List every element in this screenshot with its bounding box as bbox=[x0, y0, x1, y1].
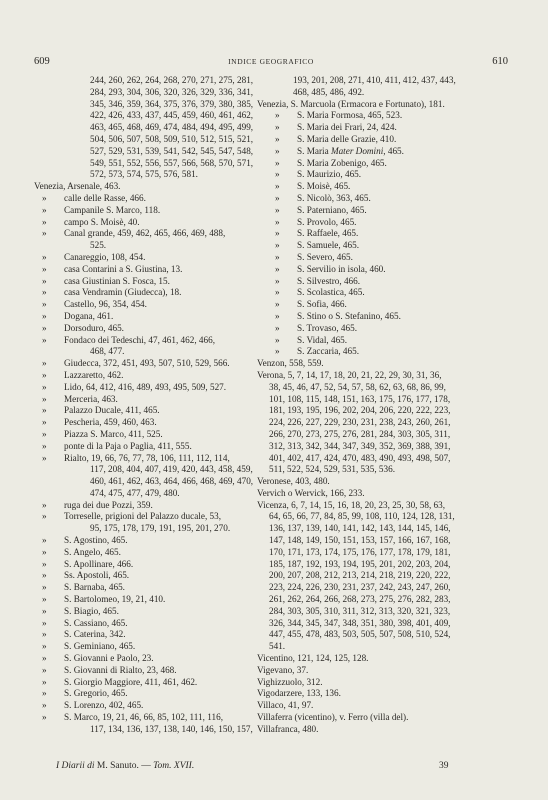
index-subentry bbox=[34, 535, 266, 547]
index-subentry bbox=[257, 335, 511, 347]
ditto-mark: » bbox=[42, 251, 47, 262]
right-page-number: 610 bbox=[492, 56, 508, 67]
ditto-mark: » bbox=[42, 381, 47, 392]
index-subentry bbox=[34, 618, 266, 630]
subentry-text: S. Apollinare, 466. bbox=[64, 558, 134, 569]
ditto-mark: » bbox=[42, 641, 47, 652]
entry-continuation: 95, 175, 178, 179, 191, 195, 201, 270. bbox=[90, 523, 231, 534]
ditto-mark: » bbox=[275, 133, 280, 144]
index-subentry bbox=[34, 547, 266, 559]
entry-continuation: 463, 465, 468, 469, 474, 484, 494, 495, 499, bbox=[90, 122, 254, 133]
subentry-text: S. Barnaba, 465. bbox=[64, 582, 125, 593]
index-entry: Villaferra (vicentino), v. Ferro (villa del). bbox=[257, 712, 409, 723]
index-subentry bbox=[257, 252, 511, 264]
subentry-text: S. Biagio, 465. bbox=[64, 605, 119, 616]
index-subentry bbox=[34, 429, 266, 441]
ditto-mark: » bbox=[42, 204, 47, 215]
index-subentry bbox=[34, 582, 266, 594]
subentry-text: S. Scolastica, 465. bbox=[297, 287, 365, 298]
subentry-text: S. Paterniano, 465. bbox=[297, 204, 367, 215]
ditto-mark: » bbox=[275, 145, 280, 156]
entry-continuation: 401, 402, 417, 424, 470, 483, 490, 493, 498, 507, bbox=[269, 452, 451, 463]
ditto-mark: » bbox=[42, 322, 47, 333]
ditto-mark: » bbox=[275, 334, 280, 345]
subentry-text: Pescheria, 459, 460, 463. bbox=[64, 417, 157, 428]
subentry-text: Giudecca, 372, 451, 493, 507, 510, 529, 566. bbox=[64, 358, 230, 369]
ditto-mark: » bbox=[42, 688, 47, 699]
index-subentry bbox=[34, 417, 266, 429]
entry-continuation: 511, 522, 524, 529, 531, 535, 536. bbox=[269, 464, 395, 475]
index-subentry bbox=[257, 287, 511, 299]
entry-continuation: 101, 108, 115, 148, 151, 163, 175, 176, 177, 178, bbox=[269, 393, 451, 404]
index-subentry bbox=[34, 311, 266, 323]
index-entry: Vicentino, 121, 124, 125, 128. bbox=[257, 653, 369, 664]
entry-continuation: 541. bbox=[269, 641, 286, 652]
ditto-mark: » bbox=[275, 275, 280, 286]
index-subentry bbox=[257, 217, 511, 229]
subentry-text: S. Severo, 465. bbox=[297, 251, 353, 262]
ditto-mark: » bbox=[275, 181, 280, 192]
right-column bbox=[257, 75, 511, 736]
index-subentry bbox=[34, 453, 266, 465]
ditto-mark: » bbox=[42, 499, 47, 510]
subentry-text: S. Marco, 19, 21, 46, 66, 85, 102, 111, 116, bbox=[64, 712, 223, 723]
index-subentry bbox=[257, 276, 511, 288]
subentry-text: S. Zaccaria, 465. bbox=[297, 346, 359, 357]
ditto-mark: » bbox=[275, 322, 280, 333]
subentry-text: S. Caterina, 342. bbox=[64, 629, 126, 640]
ditto-mark: » bbox=[42, 334, 47, 345]
subentry-text: S. Cassiano, 465. bbox=[64, 617, 128, 628]
ditto-mark: » bbox=[275, 192, 280, 203]
subentry-text: Dogana, 461. bbox=[64, 310, 114, 321]
ditto-mark: » bbox=[42, 310, 47, 321]
ditto-mark: » bbox=[42, 676, 47, 687]
subentry-text: S. Gregorio, 465. bbox=[64, 688, 128, 699]
index-subentry bbox=[257, 228, 511, 240]
entry-continuation: 447, 455, 478, 483, 503, 505, 507, 508, 510, 524, bbox=[269, 629, 451, 640]
entry-continuation: 345, 346, 359, 364, 375, 376, 379, 380, 385, bbox=[90, 98, 254, 109]
index-subentry bbox=[34, 358, 266, 370]
subentry-text: S. Bartolomeo, 19, 21, 410. bbox=[64, 594, 166, 605]
ditto-mark: » bbox=[42, 664, 47, 675]
subentry-text: campo S. Moisè, 40. bbox=[64, 216, 140, 227]
entry-continuation: 549, 551, 552, 556, 557, 566, 568, 570, 571, bbox=[90, 157, 254, 168]
subentry-text: Dorsoduro, 465. bbox=[64, 322, 124, 333]
ditto-mark: » bbox=[42, 428, 47, 439]
index-subentry bbox=[34, 712, 266, 724]
entry-continuation: 200, 207, 208, 212, 213, 214, 218, 219, 220, 222, bbox=[269, 570, 451, 581]
subentry-text: Merceria, 463. bbox=[64, 393, 118, 404]
index-entry: Vigodarzere, 133, 136. bbox=[257, 688, 341, 699]
index-subentry bbox=[34, 217, 266, 229]
index-subentry bbox=[34, 264, 266, 276]
index-subentry bbox=[257, 158, 511, 170]
ditto-mark: » bbox=[42, 582, 47, 593]
entry-continuation: 312, 313, 342, 344, 347, 349, 352, 369, 388, 391, bbox=[269, 440, 451, 451]
subentry-text: ruga dei due Pozzi, 359. bbox=[64, 499, 153, 510]
running-title: INDICE GEOGRAFICO bbox=[228, 57, 314, 66]
subentry-text: S. Maria delle Grazie, 410. bbox=[297, 133, 397, 144]
entry-continuation: 504, 506, 507, 508, 509, 510, 512, 515, 521, bbox=[90, 133, 254, 144]
entry-continuation: 572, 573, 574, 575, 576, 581. bbox=[90, 169, 198, 180]
footer-volume: I Diarii di M. Sanuto. — Tom. XVII. bbox=[56, 761, 195, 771]
ditto-mark: » bbox=[275, 240, 280, 251]
subentry-text: S. Stino o S. Stefanino, 465. bbox=[297, 310, 401, 321]
ditto-mark: » bbox=[42, 440, 47, 451]
index-subentry bbox=[34, 370, 266, 382]
ditto-mark: » bbox=[275, 299, 280, 310]
index-subentry bbox=[257, 240, 511, 252]
subentry-text: Piazza S. Marco, 411, 525. bbox=[64, 428, 163, 439]
subentry-text: S. Giovanni e Paolo, 23. bbox=[64, 653, 154, 664]
index-subentry bbox=[34, 299, 266, 311]
index-subentry bbox=[34, 394, 266, 406]
ditto-mark: » bbox=[42, 653, 47, 664]
entry-continuation: 284, 293, 304, 306, 320, 326, 329, 336, 341, bbox=[90, 86, 254, 97]
entry-continuation: 147, 148, 149, 150, 151, 153, 157, 166, 167, 168, bbox=[269, 535, 451, 546]
ditto-mark: » bbox=[275, 251, 280, 262]
entry-continuation: 193, 201, 208, 271, 410, 411, 412, 437, 443, bbox=[293, 75, 456, 85]
index-entry: Veronese, 403, 480. bbox=[257, 476, 330, 487]
entry-continuation: 326, 344, 345, 347, 348, 351, 380, 398, 401, 409, bbox=[269, 617, 451, 628]
index-subentry bbox=[257, 264, 511, 276]
index-subentry bbox=[34, 500, 266, 512]
index-subentry bbox=[34, 405, 266, 417]
page-header bbox=[34, 56, 508, 70]
index-subentry bbox=[257, 311, 511, 323]
subentry-text: S. Samuele, 465. bbox=[297, 240, 360, 251]
ditto-mark: » bbox=[275, 310, 280, 321]
index-subentry bbox=[34, 335, 266, 347]
index-subentry bbox=[34, 653, 266, 665]
index-entry: Villafranca, 480. bbox=[257, 723, 319, 734]
subentry-text: Torreselle, prigioni del Palazzo ducale, 53, bbox=[64, 511, 222, 522]
ditto-mark: » bbox=[42, 299, 47, 310]
index-subentry bbox=[34, 323, 266, 335]
subentry-text: S. Vidal, 465. bbox=[297, 334, 348, 345]
ditto-mark: » bbox=[42, 617, 47, 628]
index-subentry bbox=[257, 193, 511, 205]
index-subentry bbox=[257, 205, 511, 217]
index-entry: Vicenza, 6, 7, 14, 15, 16, 18, 20, 23, 25, 30, 58, 63, bbox=[257, 499, 446, 510]
subentry-text: S. Maria dei Frari, 24, 424. bbox=[297, 122, 397, 133]
subentry-text: S. Lorenzo, 402, 465. bbox=[64, 700, 144, 711]
subentry-text: S. Sofia, 466. bbox=[297, 299, 347, 310]
entry-continuation: 474, 475, 477, 479, 480. bbox=[90, 487, 180, 498]
index-entry: Vigevano, 37. bbox=[257, 664, 309, 675]
ditto-mark: » bbox=[275, 157, 280, 168]
subentry-text: S. Moisè, 465. bbox=[297, 181, 351, 192]
index-subentry bbox=[34, 677, 266, 689]
entry-continuation: 525. bbox=[90, 240, 107, 251]
ditto-mark: » bbox=[275, 287, 280, 298]
index-subentry bbox=[34, 641, 266, 653]
ditto-mark: » bbox=[42, 192, 47, 203]
entry-continuation: 460, 461, 462, 463, 464, 466, 468, 469, 470, bbox=[90, 476, 254, 487]
ditto-mark: » bbox=[275, 263, 280, 274]
ditto-mark: » bbox=[42, 511, 47, 522]
subentry-text: Castello, 96, 354, 454. bbox=[64, 299, 147, 310]
subentry-text: casa Giustinian S. Fosca, 15. bbox=[64, 275, 170, 286]
subentry-text: S. Maria Formosa, 465, 523. bbox=[297, 110, 403, 121]
index-subentry bbox=[34, 688, 266, 700]
index-entry: Venzon, 558, 559. bbox=[257, 358, 324, 369]
ditto-mark: » bbox=[275, 228, 280, 239]
entry-continuation: 261, 262, 264, 266, 268, 273, 275, 276, 282, 283, bbox=[269, 594, 451, 605]
subentry-text: Palazzo Ducale, 411, 465. bbox=[64, 405, 160, 416]
ditto-mark: » bbox=[42, 700, 47, 711]
subentry-text: S. Giorgio Maggiore, 411, 461, 462. bbox=[64, 676, 198, 687]
index-entry: Venezia, S. Marcuola (Ermacora e Fortunato), 181. bbox=[257, 98, 445, 109]
ditto-mark: » bbox=[42, 393, 47, 404]
index-subentry bbox=[34, 700, 266, 712]
ditto-mark: » bbox=[275, 110, 280, 121]
ditto-mark: » bbox=[42, 558, 47, 569]
ditto-mark: » bbox=[42, 369, 47, 380]
entry-continuation: 117, 134, 136, 137, 138, 140, 146, 150, 157, bbox=[90, 723, 253, 734]
subentry-text: S. Maria Mater Domini, 465. bbox=[297, 145, 404, 156]
subentry-text: calle delle Rasse, 466. bbox=[64, 192, 146, 203]
index-subentry bbox=[257, 181, 511, 193]
entry-continuation: 284, 303, 305, 310, 311, 312, 313, 320, 321, 323, bbox=[269, 605, 451, 616]
index-subentry bbox=[257, 346, 511, 358]
index-subentry bbox=[257, 110, 511, 122]
subentry-text: S. Nicolò, 363, 465. bbox=[297, 192, 371, 203]
ditto-mark: » bbox=[275, 204, 280, 215]
subentry-text: casa Contarini a S. Giustina, 13. bbox=[64, 263, 183, 274]
entry-continuation: 468, 477. bbox=[90, 346, 125, 357]
subentry-text: Rialto, 19, 66, 76, 77, 78, 106, 111, 112, 114, bbox=[64, 452, 230, 463]
index-subentry bbox=[34, 606, 266, 618]
index-subentry bbox=[34, 559, 266, 571]
index-subentry bbox=[257, 323, 511, 335]
signature-number: 39 bbox=[439, 761, 449, 771]
index-subentry bbox=[34, 228, 266, 240]
subentry-text: S. Agostino, 465. bbox=[64, 535, 128, 546]
index-subentry bbox=[257, 122, 511, 134]
entry-continuation: 244, 260, 262, 264, 268, 270, 271, 275, 281, bbox=[90, 75, 254, 85]
ditto-mark: » bbox=[42, 570, 47, 581]
subentry-text: Lido, 64, 412, 416, 489, 493, 495, 509, 527. bbox=[64, 381, 227, 392]
entry-continuation: 185, 187, 192, 193, 194, 195, 201, 202, 203, 204, bbox=[269, 558, 451, 569]
entry-continuation: 422, 426, 433, 437, 445, 459, 460, 461, 462, bbox=[90, 110, 254, 121]
entry-continuation: 170, 171, 173, 174, 175, 176, 177, 178, 179, 181, bbox=[269, 546, 451, 557]
index-entry: Villaco, 41, 97. bbox=[257, 700, 314, 711]
subentry-text: S. Maurizio, 465. bbox=[297, 169, 362, 180]
ditto-mark: » bbox=[42, 228, 47, 239]
subentry-text: S. Angelo, 465. bbox=[64, 546, 121, 557]
index-subentry bbox=[34, 382, 266, 394]
index-subentry bbox=[34, 441, 266, 453]
subentry-text: S. Giovanni di Rialto, 23, 468. bbox=[64, 664, 177, 675]
index-entry: Vighizzuolo, 312. bbox=[257, 676, 323, 687]
left-column bbox=[34, 75, 266, 736]
subentry-text: S. Provolo, 465. bbox=[297, 216, 357, 227]
entry-continuation: 224, 226, 227, 229, 230, 231, 238, 243, 260, 261, bbox=[269, 417, 451, 428]
ditto-mark: » bbox=[42, 712, 47, 723]
index-subentry bbox=[257, 134, 511, 146]
entry-continuation: 136, 137, 139, 140, 141, 142, 143, 144, 145, 146, bbox=[269, 523, 451, 534]
index-subentry bbox=[34, 276, 266, 288]
ditto-mark: » bbox=[42, 535, 47, 546]
index-subentry bbox=[34, 665, 266, 677]
entry-continuation: 527, 529, 531, 539, 541, 542, 545, 547, 548, bbox=[90, 145, 254, 156]
index-entry: Venezia, Arsenale, 463. bbox=[34, 181, 121, 192]
subentry-text: Canareggio, 108, 454. bbox=[64, 251, 146, 262]
index-subentry bbox=[34, 511, 266, 523]
index-subentry bbox=[34, 252, 266, 264]
ditto-mark: » bbox=[275, 122, 280, 133]
ditto-mark: » bbox=[42, 263, 47, 274]
left-page-number: 609 bbox=[34, 56, 50, 67]
ditto-mark: » bbox=[42, 405, 47, 416]
index-subentry bbox=[257, 169, 511, 181]
subentry-text: S. Maria Zobenigo, 465. bbox=[297, 157, 387, 168]
subentry-text: Ss. Apostoli, 465. bbox=[64, 570, 130, 581]
subentry-text: Lazzaretto, 462. bbox=[64, 369, 124, 380]
index-subentry bbox=[34, 205, 266, 217]
subentry-text: S. Silvestro, 466. bbox=[297, 275, 361, 286]
entry-continuation: 266, 270, 273, 275, 276, 281, 284, 303, 305, 311, bbox=[269, 428, 451, 439]
index-entry: Verona, 5, 7, 14, 17, 18, 20, 21, 22, 29, 30, 31, 36, bbox=[257, 369, 442, 380]
ditto-mark: » bbox=[42, 275, 47, 286]
subentry-text: casa Vendramin (Giudecca), 18. bbox=[64, 287, 182, 298]
ditto-mark: » bbox=[42, 594, 47, 605]
ditto-mark: » bbox=[275, 169, 280, 180]
index-subentry bbox=[34, 570, 266, 582]
subentry-text: S. Trovaso, 465. bbox=[297, 322, 357, 333]
ditto-mark: » bbox=[42, 417, 47, 428]
ditto-mark: » bbox=[42, 287, 47, 298]
subentry-text: Fondaco dei Tedeschi, 47, 461, 462, 466, bbox=[64, 334, 216, 345]
subentry-text: Canal grande, 459, 462, 465, 466, 469, 488, bbox=[64, 228, 226, 239]
subentry-text: S. Raffaele, 465. bbox=[297, 228, 359, 239]
index-subentry bbox=[34, 193, 266, 205]
entry-continuation: 223, 224, 226, 230, 231, 237, 242, 243, 247, 260, bbox=[269, 582, 451, 593]
ditto-mark: » bbox=[275, 346, 280, 357]
ditto-mark: » bbox=[275, 216, 280, 227]
ditto-mark: » bbox=[42, 629, 47, 640]
subentry-text: Campanile S. Marco, 118. bbox=[64, 204, 161, 215]
index-entry: Vervich o Wervick, 166, 233. bbox=[257, 487, 365, 498]
ditto-mark: » bbox=[42, 216, 47, 227]
ditto-mark: » bbox=[42, 546, 47, 557]
index-subentry bbox=[34, 629, 266, 641]
entry-continuation: 38, 45, 46, 47, 52, 54, 57, 58, 62, 63, 68, 86, 99, bbox=[269, 381, 446, 392]
ditto-mark: » bbox=[42, 605, 47, 616]
subentry-text: ponte di la Paja o Paglia, 411, 555. bbox=[64, 440, 192, 451]
entry-continuation: 181, 193, 195, 196, 202, 204, 206, 220, 222, 223, bbox=[269, 405, 451, 416]
index-subentry bbox=[34, 287, 266, 299]
ditto-mark: » bbox=[42, 452, 47, 463]
index-subentry bbox=[257, 146, 511, 158]
entry-continuation: 117, 208, 404, 407, 419, 420, 443, 458, 459, bbox=[90, 464, 253, 475]
entry-continuation: 64, 65, 66, 77, 84, 85, 99, 108, 110, 124, 128, 131, bbox=[269, 511, 455, 522]
index-subentry bbox=[257, 299, 511, 311]
subentry-text: S. Servilio in isola, 460. bbox=[297, 263, 386, 274]
index-subentry bbox=[34, 594, 266, 606]
entry-continuation: 468, 485, 486, 492. bbox=[293, 86, 365, 97]
ditto-mark: » bbox=[42, 358, 47, 369]
subentry-text: S. Geminiano, 465. bbox=[64, 641, 136, 652]
